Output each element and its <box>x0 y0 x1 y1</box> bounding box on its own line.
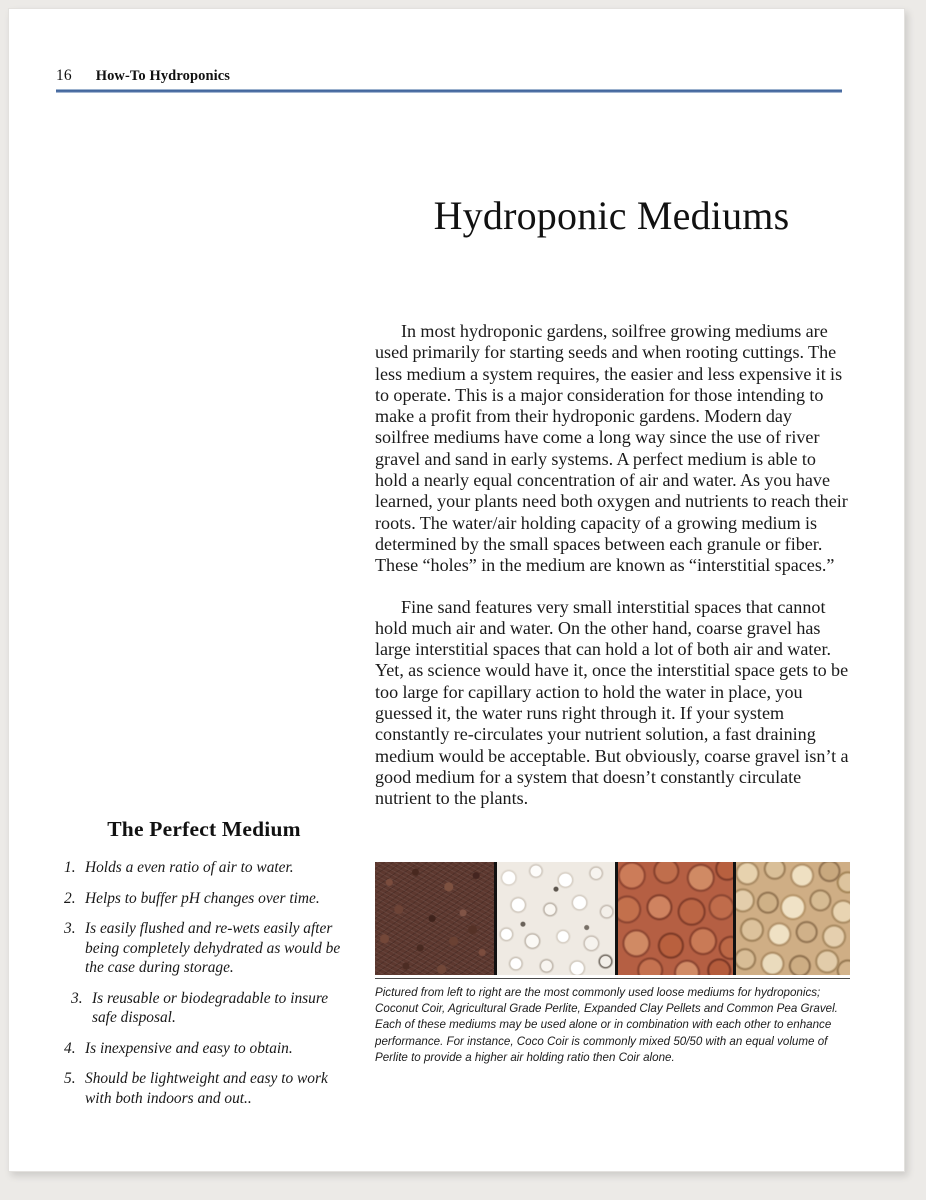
list-item <box>64 1039 344 1059</box>
list-item-label: Is reusable or biodegradable to insure safe disposal. <box>92 989 329 1026</box>
sidebar-heading: The Perfect Medium <box>107 817 301 841</box>
photo-panel-pea-gravel <box>733 862 850 975</box>
list-item-number: 4. <box>64 1039 76 1057</box>
header-divider-rule <box>56 89 842 93</box>
running-header <box>56 67 842 93</box>
photo-panel-perlite <box>494 862 615 975</box>
list-item-number: 5. <box>64 1070 76 1087</box>
list-item <box>64 919 344 978</box>
list-item <box>64 889 344 909</box>
sidebar-list <box>64 858 344 1108</box>
figure-divider-rule <box>375 978 850 979</box>
list-item <box>64 989 344 1028</box>
body-text-column <box>375 321 850 830</box>
list-item-number: 3. <box>71 989 83 1007</box>
list-item-label: Helps to buffer pH changes over time. <box>85 889 320 907</box>
figure-growing-mediums <box>375 862 850 1066</box>
photo-strip <box>375 862 850 975</box>
list-item-label: Is easily flushed and re-wets easily after being completely dehydrated as would be the case during storage. <box>85 920 341 976</box>
sidebar-perfect-medium <box>64 817 344 1119</box>
body-paragraph-2: Fine sand features very small interstitial spaces that cannot hold much air and water. On the other hand, coarse gravel has large interstitial spaces that can hold a lot of both air and water. Yet, as science would have it, once the interstitial space gets to be too large for capillary action to hold the water in place, you guessed it, the water runs right through it. If your system constantly re-circulates your nutrient solution, a fast draining medium would be acceptable. But obviously, coarse gravel isn’t a good medium for a system that doesn’t constantly circulate nutrient to the plants. <box>375 596 849 809</box>
list-item <box>64 1069 344 1108</box>
list-item-number: 2. <box>64 889 76 907</box>
book-title: How-To Hydroponics <box>95 68 231 84</box>
list-item <box>64 858 344 878</box>
list-item-label: Should be lightweight and easy to work with both indoors and out.. <box>85 1070 328 1107</box>
header-line <box>56 67 842 85</box>
photo-panel-coconut-coir <box>375 862 494 975</box>
list-item-number: 3. <box>64 920 76 937</box>
page-number: 16 <box>56 67 72 84</box>
list-item-label: Holds a even ratio of air to water. <box>85 859 294 876</box>
list-item-number: 1. <box>64 859 76 876</box>
document-page <box>8 8 905 1172</box>
page-title: Hydroponic Mediums <box>433 192 790 238</box>
figure-caption: Pictured from left to right are the most commonly used loose mediums for hydroponics; Coconut Coir, Agricultural Grade Perlite, Expanded Clay Pellets and Common Pea Gravel. Each of these mediums may be used alone or in combination with each other to enhance performance. For instance, Coco Coir is commonly mixed 50/50 with an equal volume of Perlite to provide a higher air holding ratio then Coir alone. <box>375 986 838 1064</box>
photo-panel-clay-pellets <box>615 862 733 975</box>
list-item-label: Is inexpensive and easy to obtain. <box>85 1039 293 1057</box>
body-paragraph-1: In most hydroponic gardens, soilfree growing mediums are used primarily for starting seeds and when rooting cuttings. The less medium a system requires, the easier and less expensive it is to operate. This is a major consideration for those intending to make a profit from their hydroponic gardens. Modern day soilfree mediums have come a long way since the use of river gravel and sand in early systems. A perfect medium is able to hold a nearly equal concentration of air and water. As you have learned, your plants need both oxygen and nutrients to reach their roots. The water/air holding capacity of a growing medium is determined by the small spaces between each granule or fiber. These “holes” in the medium are known as “interstitial spaces.” <box>375 321 848 576</box>
